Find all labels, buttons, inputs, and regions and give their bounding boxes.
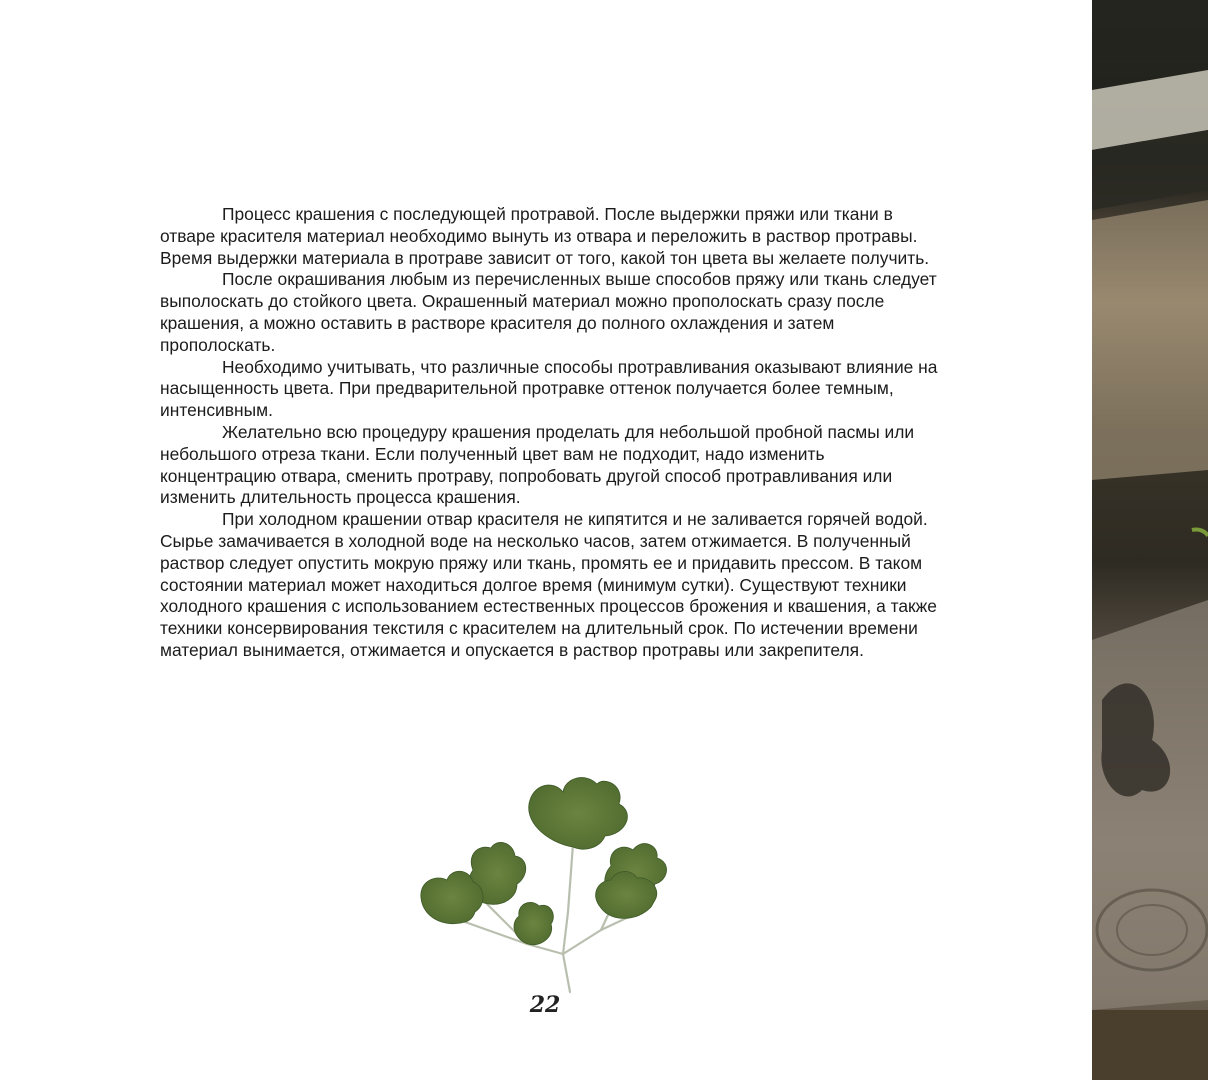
paragraph: При холодном крашении отвар красителя не кипятится и не заливается горячей водой. Сырье замачивается в холодной воде на несколько часов, затем отжимается. В полученный раствор следует опустить мокрую пряжу или ткань, промять ее и придавить прессом. В таком состоянии материал может находиться долгое время (минимум сутки). Существуют техники холодного крашения с использованием естественных процессов брожения и квашения, а также техники консервирования текстиля с красителем на длительный срок. По истечении времени материал вынимается, отжимается и опускается в раствор протравы или закрепителя.: [160, 509, 937, 660]
body-text: [160, 204, 940, 662]
paragraph: Необходимо учитывать, что различные способы протравливания оказывают влияние на насыщенность цвета. При предварительной протравке оттенок получается более темным, интенсивным.: [160, 356, 938, 421]
leaflets: [421, 778, 667, 945]
paragraph: Процесс крашения с последующей протравой. После выдержки пряжи или ткани в отваре красителя материал необходимо вынуть из отвара и переложить в раствор протравы. Время выдержки материала в протраве зависит от того, какой тон цвета вы желаете получить.: [160, 204, 930, 268]
paragraph: После окрашивания любым из перечисленных выше способов пряжу или ткань следует выполоскать до стойкого цвета. Окрашенный материал можно прополоскать сразу после крашения, а можно оставить в растворе красителя до полного охлаждения и затем прополоскать.: [160, 269, 937, 355]
page-number: 22: [529, 992, 561, 1018]
wooden-plank-photo: [1092, 0, 1208, 1080]
pressed-leaf-illustration: [405, 772, 695, 997]
paragraph: Желательно всю процедуру крашения проделать для небольшой пробной пасмы или небольшого отреза ткани. Если полученный цвет вам не подходит, надо изменить концентрацию отвара, сменить протраву, попробовать другой способ протравливания или изменить длительность процесса крашения.: [160, 421, 915, 508]
